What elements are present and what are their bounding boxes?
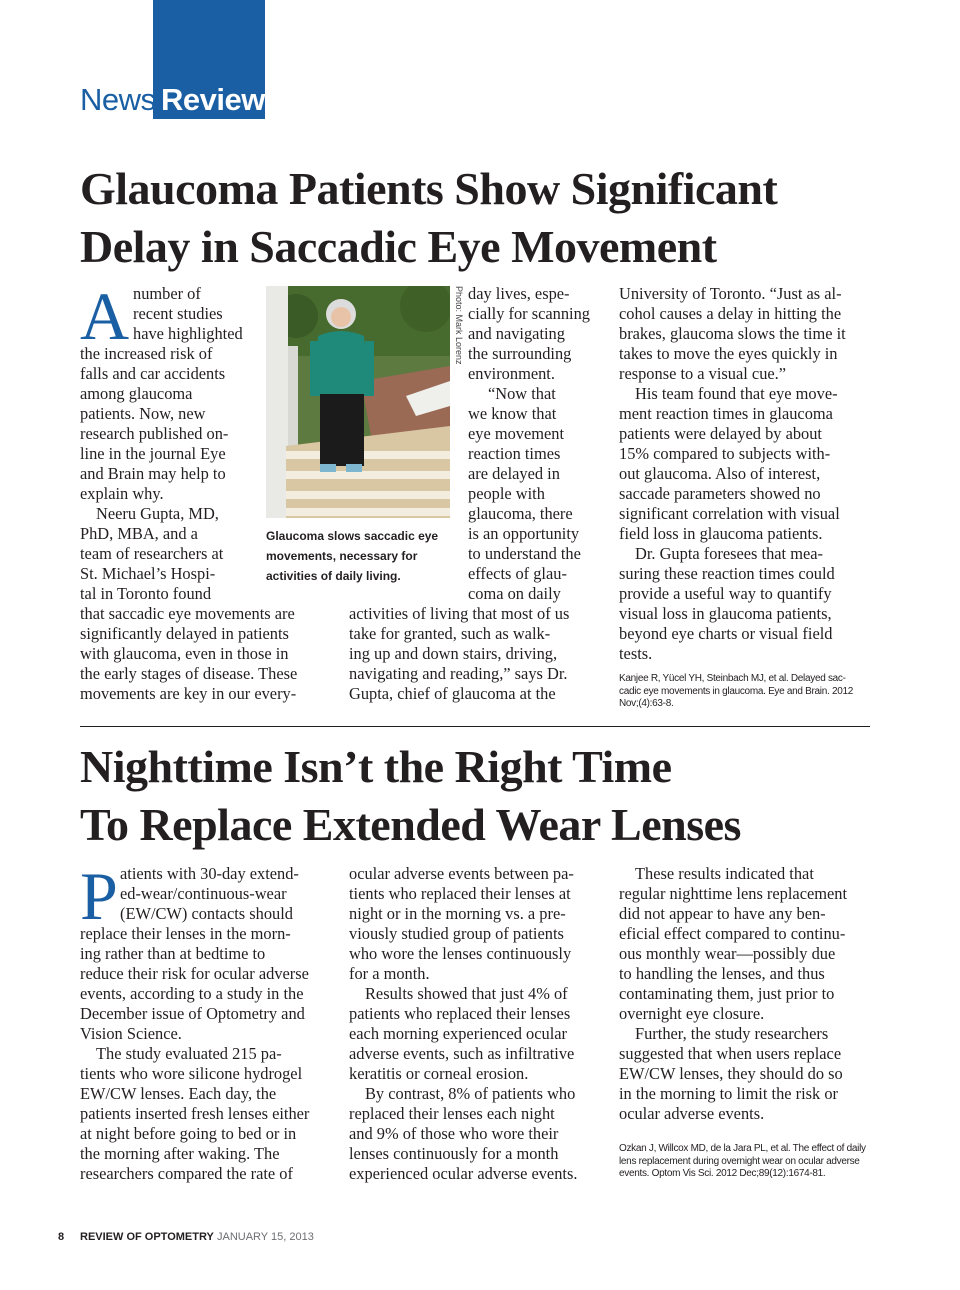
section-label-news: News [80,82,156,117]
text-line: University of Toronto. “Just as al- [619,284,842,303]
text-line: patients. Now, new [80,404,206,423]
text-line: December issue of Optometry and [80,1004,305,1023]
text-line: glaucoma, there [468,504,573,523]
text-line: is an opportunity [468,524,580,543]
text-line: By contrast, 8% of patients who [365,1084,576,1103]
text-line: “Now that [488,384,556,403]
article1-col3-paragraph2 [619,384,874,544]
article2-column-3 [619,864,874,1124]
text-line: patients inserted fresh lenses either [80,1104,310,1123]
text-line: tests. [619,644,653,663]
text-line: environment. [468,364,555,383]
article2-headline-line2: To Replace Extended Wear Lenses [80,799,741,850]
article2-col2-paragraph1 [349,864,604,984]
section-label-review: Review [161,82,265,117]
article1-column-3 [619,284,874,664]
text-line: lenses continuously for a month [349,1144,559,1163]
text-line: 15% compared to subjects with- [619,444,831,463]
caption-line: Glaucoma slows saccadic eye [266,529,439,543]
text-line: that saccadic eye movements are [80,604,295,623]
article2-headline [80,738,741,854]
article1-col3-paragraph3 [619,544,874,664]
text-line: have highlighted [133,324,243,343]
text-line: overnight eye closure. [619,1004,765,1023]
article2-col3-paragraph2 [619,1024,874,1124]
article1-photo [266,286,450,518]
text-line: researchers compared the rate of [80,1164,293,1183]
text-line: These results indicated that [635,864,814,883]
text-line: and navigating [468,324,565,343]
article1-headline-line2: Delay in Saccadic Eye Movement [80,221,717,272]
text-line: tal in Toronto found [80,584,212,603]
text-line: movements are key in our every- [80,684,297,703]
text-line: beyond eye charts or visual field [619,624,833,643]
text-line: suring these reaction times could [619,564,835,583]
text-line: EW/CW lenses, they should do so [619,1064,843,1083]
caption-line: activities of daily living. [266,569,401,583]
text-line: experienced ocular adverse events. [349,1164,578,1183]
text-line: in the morning to limit the risk or [619,1084,838,1103]
text-line: to understand the [468,544,581,563]
text-line: the increased risk of [80,344,213,363]
text-line: The study evaluated 215 pa- [96,1044,282,1063]
text-line: each morning experienced ocular [349,1024,567,1043]
text-line: number of [133,284,201,303]
text-line: reduce their risk for ocular adverse [80,964,309,983]
text-line: (EW/CW) contacts should [120,904,293,923]
reference-line: events. Optom Vis Sci. 2012 Dec;89(12):1674-81. [619,1168,826,1179]
article2-reference [619,1143,874,1181]
text-line: suggested that when users replace [619,1044,842,1063]
article2-col2-paragraph3 [349,1084,604,1184]
text-line: events, according to a study in the [80,984,304,1003]
text-line: patients were delayed by about [619,424,822,443]
caption-line: movements, necessary for [266,549,418,563]
magazine-name: REVIEW OF OPTOMETRY [80,1231,214,1243]
text-line: the morning after waking. The [80,1144,280,1163]
text-line: the early stages of disease. These [80,664,298,683]
text-line: the surrounding [468,344,572,363]
reference-line: lens replacement during overnight wear on ocular adverse [619,1155,860,1167]
issue-date: JANUARY 15, 2013 [217,1231,314,1243]
text-line: EW/CW lenses. Each day, the [80,1084,277,1103]
page-number: 8 [58,1231,65,1243]
text-line: replace their lenses in the morn- [80,924,291,943]
text-line: patients who replaced their lenses [349,1004,571,1023]
text-line: regular nighttime lens replacement [619,884,848,903]
article1-column-2 [468,284,608,604]
article1-col2-paragraph1 [468,284,608,384]
text-line: day lives, espe- [468,284,570,303]
article2-column-2 [349,864,604,1184]
text-line: we know that [468,404,557,423]
text-line: significant correlation with visual [619,504,840,523]
text-line: take for granted, such as walk- [349,624,551,643]
article1-col2-paragraph2 [468,384,608,604]
article2-col2-paragraph2 [349,984,604,1084]
text-line: effects of glau- [468,564,567,583]
text-line: coma on daily [468,584,561,603]
text-line: cially for scanning [468,304,590,323]
article2-column-1 [80,858,330,1184]
reference-line: Nov;(4):63-8. [619,698,674,709]
text-line: ing rather than at bedtime to [80,944,266,963]
text-line: team of researchers at [80,544,224,563]
article2-dropcap: P [80,858,118,934]
reference-line: Kanjee R, Yücel YH, Steinbach MJ, et al. Delayed sac- [619,673,846,684]
article1-col3-paragraph1 [619,284,874,384]
text-line: Gupta, chief of glaucoma at the [349,684,556,703]
photo-credit: Photo: Mark Lorenz [454,286,464,365]
text-line: falls and car accidents [80,364,226,383]
text-line: Vision Science. [80,1024,182,1043]
text-line: tients who replaced their lenses at [349,884,571,903]
article-divider [80,726,870,727]
article1-col2-wide-paragraph [349,604,599,704]
text-line: PhD, MBA, and a [80,524,198,543]
text-line: brakes, glaucoma slows the time it [619,324,846,343]
article1-column-2-wide [349,604,599,704]
text-line: provide a useful way to quantify [619,584,832,603]
article1-dropcap: A [80,278,130,354]
article2-col1-paragraph2 [80,1044,330,1184]
text-line: significantly delayed in patients [80,624,289,643]
text-line: Neeru Gupta, MD, [96,504,219,523]
text-line: explain why. [80,484,164,503]
text-line: St. Michael’s Hospi- [80,564,216,583]
photo-caption [266,526,456,586]
text-line: for a month. [349,964,430,983]
text-line: eye movement [468,424,565,443]
text-line: people with [468,484,545,503]
text-line: to handling the lenses, and thus [619,964,825,983]
text-line: replaced their lenses each night [349,1104,555,1123]
text-line: His team found that eye move- [635,384,838,403]
text-line: contaminating them, just prior to [619,984,835,1003]
article1-headline [80,160,777,276]
text-line: who wore the lenses continuously [349,944,572,963]
text-line: takes to move the eyes quickly in [619,344,838,363]
text-line: response to a visual cue.” [619,364,787,383]
text-line: tients who wore silicone hydrogel [80,1064,303,1083]
article2-headline-line1: Nighttime Isn’t the Right Time [80,741,672,792]
article1-headline-line1: Glaucoma Patients Show Significant [80,163,778,214]
text-line: ous monthly wear—possibly due [619,944,836,963]
text-line: night or in the morning vs. a pre- [349,904,566,923]
text-line: did not appear to have any ben- [619,904,826,923]
text-line: out glaucoma. Also of interest, [619,464,821,483]
text-line: field loss in glaucoma patients. [619,524,823,543]
text-line: line in the journal Eye [80,444,226,463]
text-line: keratitis or corneal erosion. [349,1064,529,1083]
text-line: and 9% of those who wore their [349,1124,559,1143]
text-line: research published on- [80,424,229,443]
text-line: ed-wear/continuous-wear [120,884,287,903]
text-line: navigating and reading,” says Dr. [349,664,568,683]
text-line: with glaucoma, even in those in [80,644,289,663]
text-line: saccade parameters showed no [619,484,821,503]
text-line: ing up and down stairs, driving, [349,644,558,663]
text-line: viously studied group of patients [349,924,564,943]
article1-reference [619,673,874,711]
text-line: cohol causes a delay in hitting the [619,304,842,323]
text-line: atients with 30-day extend- [120,864,299,883]
text-line: ment reaction times in glaucoma [619,404,833,423]
text-line: Results showed that just 4% of [365,984,568,1003]
reference-line: Ozkan J, Willcox MD, de la Jara PL, et al. The effect of daily [619,1143,866,1154]
text-line: among glaucoma [80,384,193,403]
text-line: eficial effect compared to continu- [619,924,846,943]
text-line: Further, the study researchers [635,1024,829,1043]
text-line: reaction times [468,444,561,463]
text-line: ocular adverse events between pa- [349,864,574,883]
article2-col3-paragraph1 [619,864,874,1024]
text-line: adverse events, such as infiltrative [349,1044,575,1063]
reference-line: cadic eye movements in glaucoma. Eye and Brain. 2012 [619,685,853,697]
text-line: recent studies [133,304,223,323]
text-line: ocular adverse events. [619,1104,765,1123]
text-line: at night before going to bed or in [80,1124,297,1143]
text-line: are delayed in [468,464,560,483]
text-line: activities of living that most of us [349,604,570,623]
text-line: and Brain may help to [80,464,226,483]
text-line: Dr. Gupta foresees that mea- [635,544,823,563]
text-line: visual loss in glaucoma patients, [619,604,832,623]
